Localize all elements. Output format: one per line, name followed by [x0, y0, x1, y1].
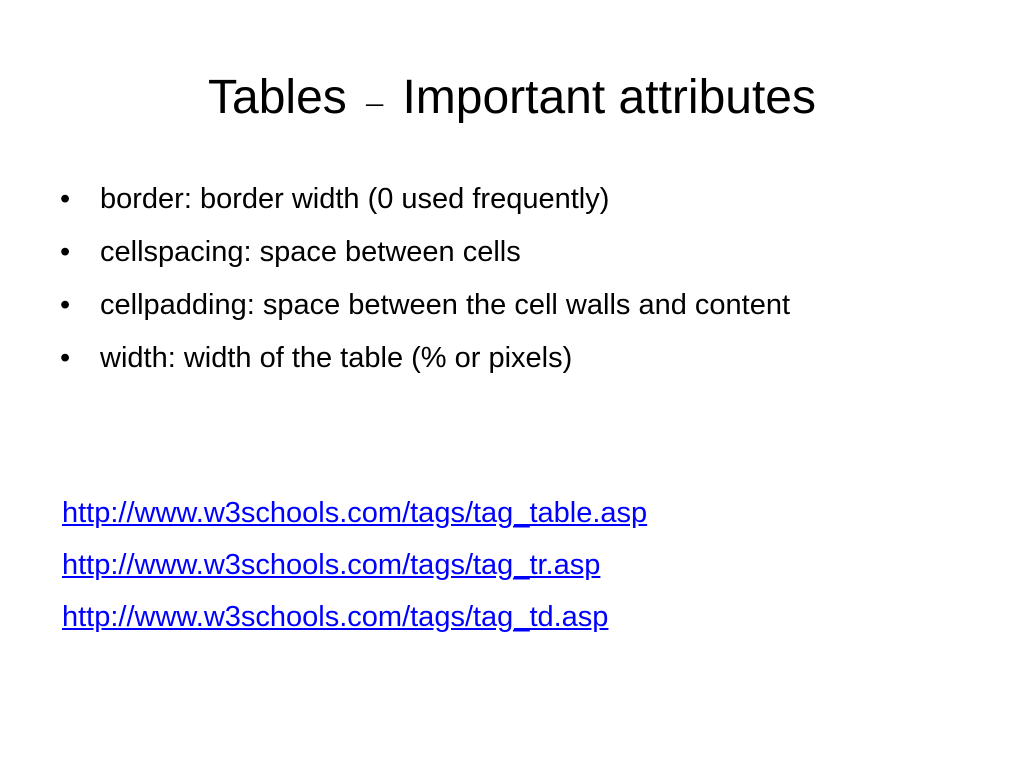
bullet-text: border: border width (0 used frequently) — [100, 183, 610, 215]
link-tag-tr[interactable]: http://www.w3schools.com/tags/tag_tr.asp — [62, 549, 601, 581]
link-tag-td[interactable]: http://www.w3schools.com/tags/tag_td.asp — [62, 601, 609, 633]
bullet-list — [58, 178, 958, 390]
bullet-text: cellspacing: space between cells — [100, 236, 521, 268]
title-main: Tables — [208, 71, 347, 124]
bullet-text: width: width of the table (% or pixels) — [100, 342, 573, 374]
bullet-item — [58, 337, 958, 379]
link-tag-table[interactable]: http://www.w3schools.com/tags/tag_table.asp — [62, 497, 648, 529]
bullet-icon: • — [60, 183, 71, 215]
bullet-icon: • — [60, 236, 71, 268]
bullet-item — [58, 178, 958, 220]
title-dash: – — [366, 84, 384, 121]
title-subtitle: Important attributes — [402, 71, 816, 124]
bullet-icon: • — [60, 289, 71, 321]
slide-title — [0, 62, 1024, 139]
bullet-item — [58, 284, 958, 326]
reference-links — [62, 487, 962, 643]
bullet-text: cellpadding: space between the cell walls and content — [100, 289, 791, 321]
bullet-icon: • — [60, 342, 71, 374]
bullet-item — [58, 231, 958, 273]
